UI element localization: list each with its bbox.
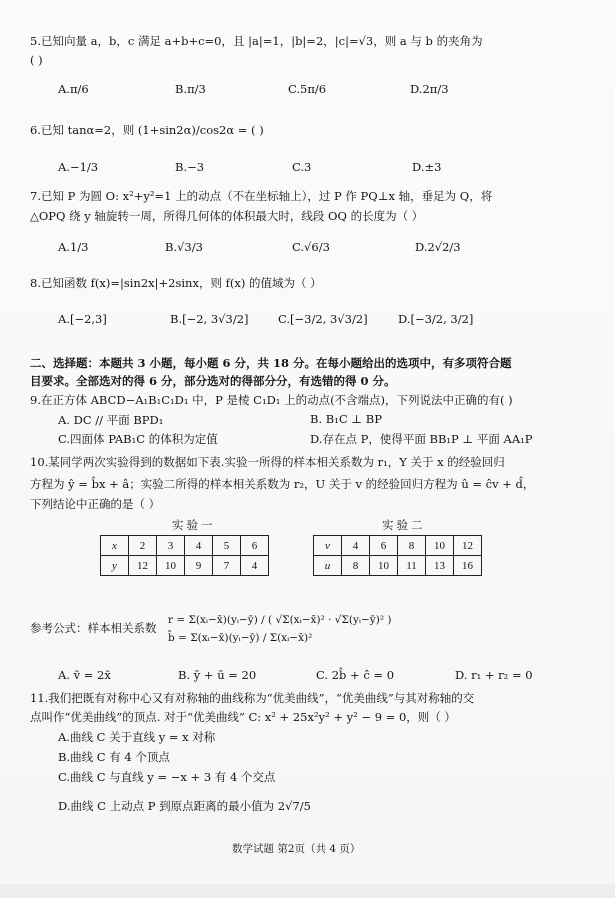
q5-stem-line1: 5.已知向量 a，b，c 满足 a+b+c=0，且 |a|=1，|b|=2，|c|=√3，则 a 与 b 的夹角为 bbox=[30, 34, 483, 48]
table-cell: 10 bbox=[426, 536, 454, 556]
table-cell: 6 bbox=[241, 536, 269, 556]
table-row bbox=[101, 556, 269, 576]
table-cell: 4 bbox=[185, 536, 213, 556]
q5-option-c: C.5π/6 bbox=[288, 82, 327, 96]
q8-option-c: C.[−3/2, 3√3/2] bbox=[278, 312, 368, 326]
table-cell: 11 bbox=[398, 556, 426, 576]
bottom-shadow bbox=[0, 884, 615, 898]
q6-option-c: C.3 bbox=[292, 160, 312, 174]
table1-title: 实验一 bbox=[172, 518, 216, 532]
reference-formula-label: 参考公式：样本相关系数 bbox=[30, 621, 157, 635]
table2-title: 实验二 bbox=[382, 518, 426, 532]
q5-option-a: A.π/6 bbox=[58, 82, 89, 96]
table-cell: v bbox=[314, 536, 342, 556]
table-cell: 8 bbox=[342, 556, 370, 576]
table-row bbox=[314, 556, 482, 576]
q7-stem-line2: △OPQ 绕 y 轴旋转一周，所得几何体的体积最大时，线段 OQ 的长度为（ ） bbox=[30, 209, 424, 223]
q11-option-a: A.曲线 C 关于直线 y = x 对称 bbox=[58, 730, 216, 744]
table-cell: 8 bbox=[398, 536, 426, 556]
q6-option-b: B.−3 bbox=[175, 160, 205, 174]
q8-stem: 8.已知函数 f(x)=|sin2x|+2sinx，则 f(x) 的值域为（ ） bbox=[30, 276, 322, 290]
q9-option-a: A. DC // 平面 BPD₁ bbox=[58, 413, 164, 427]
table-cell: 16 bbox=[454, 556, 482, 576]
table-cell: 7 bbox=[213, 556, 241, 576]
q9-option-c: C.四面体 PAB₁C 的体积为定值 bbox=[58, 432, 218, 446]
q7-option-d: D.2√2/3 bbox=[415, 240, 461, 254]
q9-stem: 9.在正方体 ABCD−A₁B₁C₁D₁ 中，P 是棱 C₁D₁ 上的动点(不含端点)，下列说法中正确的有( ) bbox=[30, 393, 513, 407]
experiment1-table bbox=[100, 535, 269, 576]
table-cell: x bbox=[101, 536, 129, 556]
q7-stem-line1: 7.已知 P 为圆 O: x²+y²=1 上的动点（不在坐标轴上），过 P 作 PQ⊥x 轴，垂足为 Q，将 bbox=[30, 189, 493, 203]
table-cell: 6 bbox=[370, 536, 398, 556]
page-footer: 数学试题 第2页（共 4 页） bbox=[232, 843, 361, 855]
q5-stem-line2: ( ) bbox=[30, 53, 43, 67]
q10-option-b: B. ȳ + ū = 20 bbox=[178, 668, 257, 682]
table-cell: y bbox=[101, 556, 129, 576]
q10-option-a: A. v̄ = 2x̄ bbox=[58, 668, 111, 682]
q11-option-b: B.曲线 C 有 4 个顶点 bbox=[58, 750, 170, 764]
section2-heading-line2: 目要求。全部选对的得 6 分，部分选对的得部分分，有选错的得 0 分。 bbox=[30, 374, 396, 388]
q11-stem-line2: 点叫作“优美曲线”的顶点. 对于“优美曲线” C: x² + 25x²y² + y² − 9 = 0，则（ ） bbox=[30, 710, 456, 724]
q7-option-a: A.1/3 bbox=[58, 240, 89, 254]
q5-option-d: D.2π/3 bbox=[410, 82, 449, 96]
q9-option-d: D.存在点 P，使得平面 BB₁P ⊥ 平面 AA₁P bbox=[310, 432, 533, 446]
table-cell: 5 bbox=[213, 536, 241, 556]
q11-option-d: D.曲线 C 上动点 P 到原点距离的最小值为 2√7/5 bbox=[58, 799, 311, 813]
q8-option-a: A.[−2,3] bbox=[58, 312, 107, 326]
q10-option-d: D. r₁ + r₂ = 0 bbox=[455, 668, 533, 682]
q8-option-b: B.[−2, 3√3/2] bbox=[170, 312, 249, 326]
q10-stem-line1: 10.某同学两次实验得到的数据如下表.实验一所得的样本相关系数为 r₁，Y 关于 x 的经验回归 bbox=[30, 455, 505, 469]
formula-r: r = Σ(xᵢ−x̄)(yᵢ−ȳ) / ( √Σ(xᵢ−x̄)² · √Σ(yᵢ−ȳ)² ) bbox=[168, 614, 392, 626]
table-row bbox=[314, 536, 482, 556]
q10-stem-line3: 下列结论中正确的是（ ） bbox=[30, 497, 161, 511]
table-cell: 10 bbox=[370, 556, 398, 576]
q5-option-b: B.π/3 bbox=[175, 82, 206, 96]
table-cell: 13 bbox=[426, 556, 454, 576]
experiment2-table bbox=[313, 535, 482, 576]
formula-b: b̂ = Σ(xᵢ−x̄)(yᵢ−ȳ) / Σ(xᵢ−x̄)² bbox=[168, 632, 313, 644]
table-cell: 12 bbox=[129, 556, 157, 576]
table-cell: 4 bbox=[241, 556, 269, 576]
section2-heading-line1: 二、选择题：本题共 3 小题，每小题 6 分，共 18 分。在每小题给出的选项中，有多项符合题 bbox=[30, 356, 512, 370]
table-cell: 10 bbox=[157, 556, 185, 576]
q7-option-b: B.√3/3 bbox=[165, 240, 203, 254]
q10-stem-line2: 方程为 ŷ = b̂x + â；实验二所得的样本相关系数为 r₂，U 关于 v 的经验回归方程为 û = ĉv + d̂， bbox=[30, 477, 535, 491]
q9-option-b: B. B₁C ⊥ BP bbox=[310, 412, 382, 426]
table-cell: 3 bbox=[157, 536, 185, 556]
table-cell: 9 bbox=[185, 556, 213, 576]
table-cell: 4 bbox=[342, 536, 370, 556]
q11-stem-line1: 11.我们把既有对称中心又有对称轴的曲线称为“优美曲线”，“优美曲线”与其对称轴的交 bbox=[30, 691, 475, 705]
q10-option-c: C. 2b̂ + ĉ = 0 bbox=[316, 668, 395, 682]
q8-option-d: D.[−3/2, 3/2] bbox=[398, 312, 474, 326]
q11-option-c: C.曲线 C 与直线 y = −x + 3 有 4 个交点 bbox=[58, 770, 276, 784]
q6-option-a: A.−1/3 bbox=[58, 160, 99, 174]
table-cell: u bbox=[314, 556, 342, 576]
table-cell: 12 bbox=[454, 536, 482, 556]
table-cell: 2 bbox=[129, 536, 157, 556]
q7-option-c: C.√6/3 bbox=[292, 240, 330, 254]
table-row bbox=[101, 536, 269, 556]
q6-stem: 6.已知 tanα=2，则 (1+sin2α)/cos2α = ( ) bbox=[30, 123, 264, 137]
q6-option-d: D.±3 bbox=[412, 160, 442, 174]
